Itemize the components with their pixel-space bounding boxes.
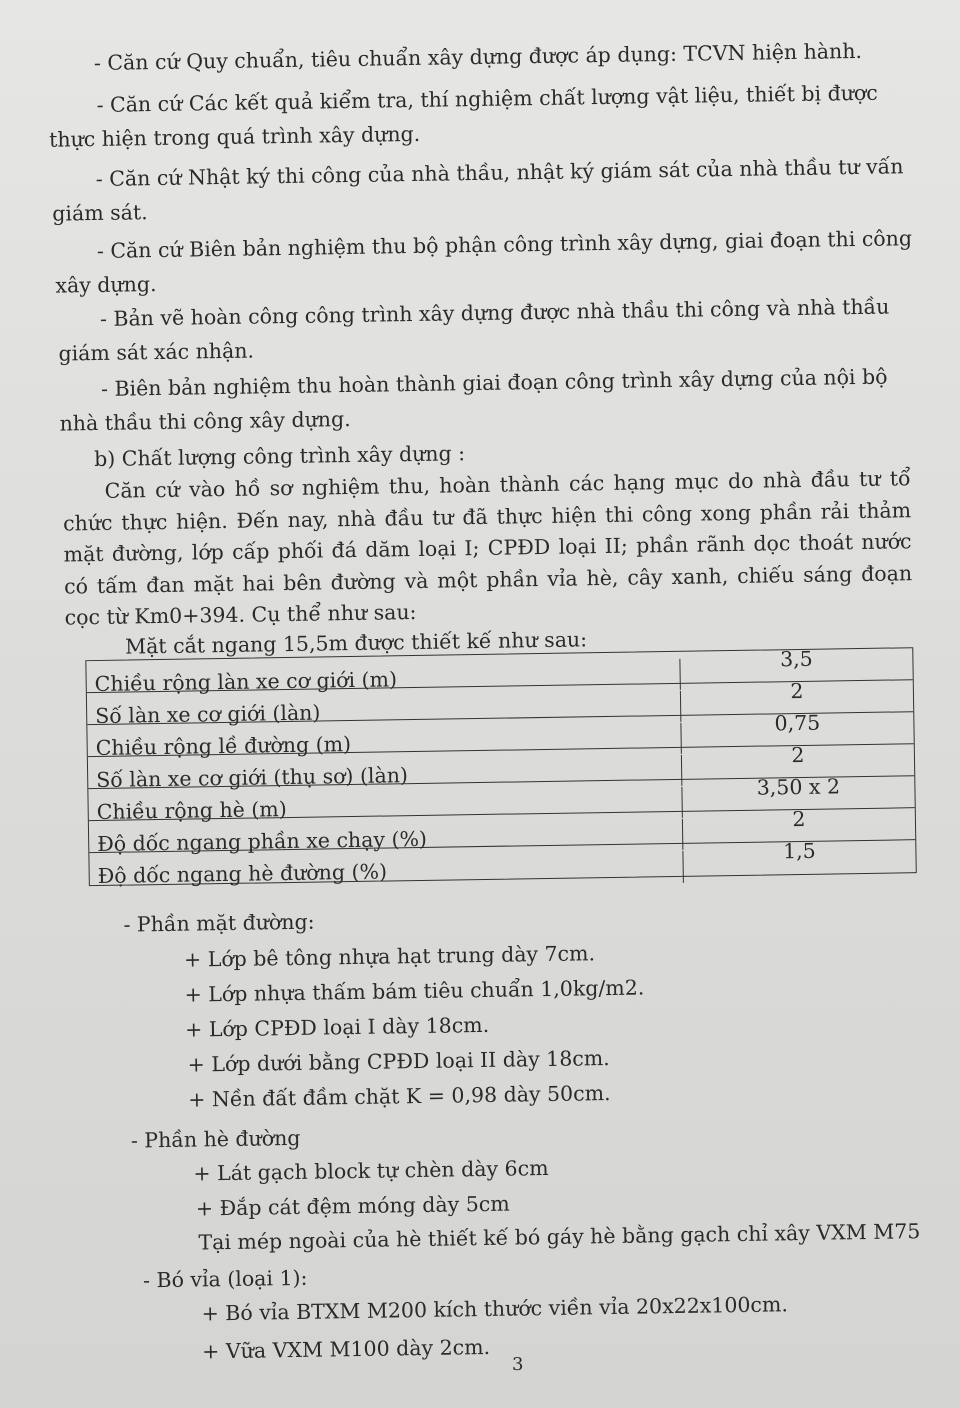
- table-cell-label: Độ dốc ngang hè đường (%): [89, 851, 683, 892]
- road-surface-item: + Lớp nhựa thấm bám tiêu chuẩn 1,0kg/m2.: [184, 975, 645, 1007]
- sidewalk-note: Tại mép ngoài của hè thiết kế bó gáy hè bằng gạch chỉ xây VXM M75: [198, 1219, 921, 1255]
- sidewalk-item: + Lát gạch block tự chèn dày 6cm: [193, 1155, 549, 1186]
- road-surface-item: + Lớp CPĐD loại I dày 18cm.: [184, 1012, 490, 1042]
- curb-item: + Bó vỉa BTXM M200 kích thước viền vỉa 20x22x100cm.: [201, 1292, 789, 1326]
- basis-internal-acceptance-cont: nhà thầu thi công xây dựng.: [59, 406, 351, 436]
- road-surface-item: + Lớp bê tông nhựa hạt trung dày 7cm.: [183, 941, 596, 972]
- section-b-paragraph: Căn cứ vào hồ sơ nghiệm thu, hoàn thành các hạng mục do nhà đầu tư tổ chức thực hiện. Đến nay, nhà đầu tư đã thực hiện thi công xong phần rải thảm mặt đường, lớp cấp phối đá dăm loại I; CPĐD loại II; phần rãnh dọc thoát nước có tấm đan mặt hai bên đường và một phần vỉa hè, cây xanh, chiếu sáng đoạn cọc từ Km0+394. Cụ thể như sau:: [62, 466, 913, 630]
- basis-as-built-drawing-cont: giám sát xác nhận.: [58, 338, 255, 366]
- table-cell-value: 0,75: [774, 710, 821, 736]
- table-cell-label: Số làn xe cơ giới (thụ sơ) (làn): [88, 755, 682, 795]
- curb-item: + Vữa VXM M100 dày 2cm.: [202, 1334, 491, 1364]
- section-b-heading: b) Chất lượng công trình xây dựng :: [93, 441, 466, 472]
- basis-test-results-cont: thực hiện trong quá trình xây dựng.: [48, 121, 421, 152]
- road-surface-heading: - Phần mặt đường:: [123, 909, 315, 937]
- table-cell-label: Số làn xe cơ giới (làn): [87, 691, 681, 731]
- table-cell-value: 3,5: [779, 646, 813, 672]
- basis-internal-acceptance: - Biên bản nghiệm thu hoàn thành giai đoạn công trình xây dựng của nội bộ: [100, 364, 888, 401]
- table-cell-label: Độ dốc ngang phần xe chạy (%): [89, 819, 683, 859]
- road-surface-item: + Lớp dưới bằng CPĐD loại II dày 18cm.: [187, 1046, 610, 1077]
- sidewalk-item: + Đắp cát đệm móng dày 5cm: [195, 1191, 510, 1221]
- basis-acceptance-record-cont: xây dựng.: [55, 272, 157, 298]
- basis-as-built-drawing: - Bản vẽ hoàn công công trình xây dựng được nhà thầu thi công và nhà thầu: [99, 294, 890, 331]
- table-caption: Mặt cắt ngang 15,5m được thiết kế như sau:: [124, 627, 588, 659]
- basis-test-results: - Căn cứ Các kết quả kiểm tra, thí nghiệm chất lượng vật liệu, thiết bị được: [96, 80, 878, 117]
- table-cell-label: Chiều rộng lề đường (m): [87, 723, 681, 763]
- curb-heading: - Bó vỉa (loại 1):: [142, 1265, 308, 1293]
- table-cell-value: 1,5: [782, 838, 816, 864]
- basis-standards: - Căn cứ Quy chuẩn, tiêu chuẩn xây dựng được áp dụng: TCVN hiện hành.: [93, 38, 863, 75]
- table-cell-value: 2: [790, 678, 804, 704]
- basis-diary: - Căn cứ Nhật ký thi công của nhà thầu, nhật ký giám sát của nhà thầu tư vấn: [95, 154, 904, 191]
- table-cell-label: Chiều rộng làn xe cơ giới (m): [86, 659, 680, 699]
- table-cell-value: 2: [791, 742, 805, 768]
- basis-acceptance-record: - Căn cứ Biên bản nghiệm thu bộ phận công trình xây dựng, giai đoạn thi công: [96, 226, 913, 263]
- table-cell-label: Chiều rộng hè (m): [88, 787, 682, 827]
- basis-diary-cont: giám sát.: [52, 200, 148, 226]
- sidewalk-heading: - Phần hè đường: [130, 1125, 301, 1153]
- table-cell-value: 2: [792, 806, 806, 832]
- road-surface-item: + Nền đất đầm chặt K = 0,98 dày 50cm.: [188, 1080, 611, 1112]
- table-cell-value: 3,50 x 2: [756, 774, 841, 800]
- page-number: 3: [512, 1354, 524, 1375]
- cross-section-table: [85, 646, 916, 889]
